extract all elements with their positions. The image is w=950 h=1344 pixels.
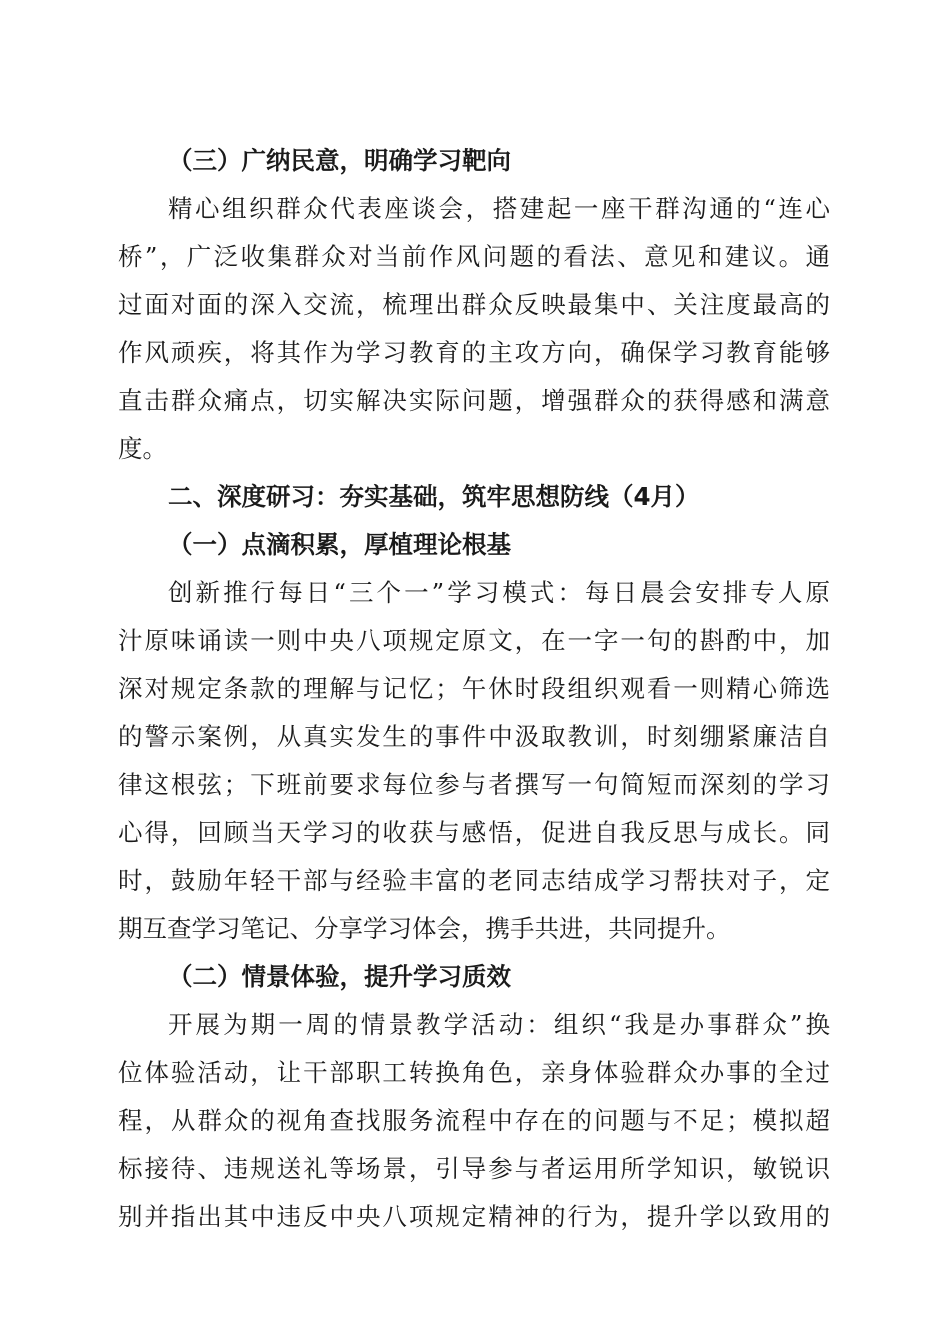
paragraph-line: 的警示案例，从真实发生的事件中汲取教训，时刻绷紧廉洁自 — [118, 722, 830, 751]
paragraph-line: 精心组织群众代表座谈会，搭建起一座干群沟通的“连心 — [168, 194, 830, 223]
paragraph-line: 度。 — [118, 434, 167, 463]
paragraph-line: 期互查学习笔记、分享学习体会，携手共进，共同提升。 — [118, 914, 731, 943]
paragraph-line: 时，鼓励年轻干部与经验丰富的老同志结成学习帮扶对子，定 — [118, 866, 830, 895]
paragraph-line: 过面对面的深入交流，梳理出群众反映最集中、关注度最高的 — [118, 290, 830, 319]
paragraph-line: 深对规定条款的理解与记忆；午休时段组织观看一则精心筛选 — [118, 674, 830, 703]
part-2-heading: 二、深度研习：夯实基础，筑牢思想防线（4月） — [168, 482, 700, 511]
paragraph-line: 程，从群众的视角查找服务流程中存在的问题与不足；模拟超 — [118, 1106, 830, 1135]
paragraph-line: 律这根弦；下班前要求每位参与者撰写一句简短而深刻的学习 — [118, 770, 830, 799]
paragraph-line: 别并指出其中违反中央八项规定精神的行为，提升学以致用的 — [118, 1202, 830, 1231]
sub-2-heading: （二）情景体验，提升学习质效 — [168, 962, 511, 991]
paragraph-line: 汁原味诵读一则中央八项规定原文，在一字一句的斟酌中，加 — [118, 626, 830, 655]
paragraph-line: 创新推行每日“三个一”学习模式：每日晨会安排专人原 — [168, 578, 830, 607]
paragraph-line: 开展为期一周的情景教学活动：组织“我是办事群众”换 — [168, 1010, 830, 1039]
section-3-heading: （三）广纳民意，明确学习靶向 — [168, 146, 511, 175]
paragraph-line: 直击群众痛点，切实解决实际问题，增强群众的获得感和满意 — [118, 386, 830, 415]
paragraph-line: 作风顽疾，将其作为学习教育的主攻方向，确保学习教育能够 — [118, 338, 830, 367]
paragraph-line: 标接待、违规送礼等场景，引导参与者运用所学知识，敏锐识 — [118, 1154, 830, 1183]
paragraph-line: 桥”，广泛收集群众对当前作风问题的看法、意见和建议。通 — [118, 242, 830, 271]
paragraph-line: 位体验活动，让干部职工转换角色，亲身体验群众办事的全过 — [118, 1058, 830, 1087]
paragraph-line: 心得，回顾当天学习的收获与感悟，促进自我反思与成长。同 — [118, 818, 830, 847]
sub-1-heading: （一）点滴积累，厚植理论根基 — [168, 530, 511, 559]
